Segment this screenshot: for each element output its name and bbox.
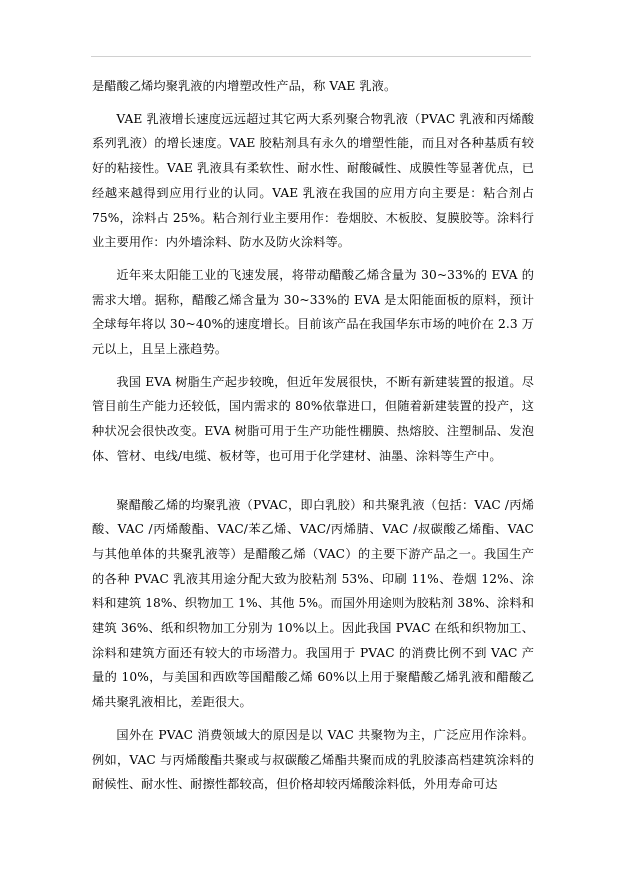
header-rule [91, 56, 531, 57]
paragraph-vae-intro: 是醋酸乙烯均聚乳液的内增塑改性产品，称 VAE 乳液。 [92, 79, 397, 93]
document-body [92, 74, 534, 805]
paragraph-eva-production: 我国 EVA 树脂生产起步较晚，但近年发展很快，不断有新建装置的报道。尽管目前生产能力还较低，国内需求的 80%依靠进口，但随着新建装置的投产，这种状况会很快改变。EVA 树脂可用于生产功能性棚膜、热熔胶、注塑制品、发泡体、管材、电线/电缆、板材等，也可用于化学建材、油墨、涂料等生产中。 [92, 374, 534, 463]
paragraph-solar-eva-demand: 近年来太阳能工业的飞速发展，将带动醋酸乙烯含量为 30~33%的 EVA 的需求大增。据称，醋酸乙烯含量为 30~33%的 EVA 是太阳能面板的原料，预计全球每年将以 30~40%的速度增长。目前该产品在我国华东市场的吨价在 2.3 万元以上，且呈上涨趋势。 [92, 267, 534, 357]
paragraph-vae-growth: VAE 乳液增长速度远远超过其它两大系列聚合物乳液（PVAC 乳液和丙烯酸系列乳液）的增长速度。VAE 胶粘剂具有永久的增塑性能，而且对各种基质有较好的粘接性。VAE 乳液具有柔软性、耐水性、耐酸碱性、成膜性等显著优点，已经越来越得到应用行业的认同。VAE 乳液在我国的应用方向主要是：粘合剂占 75%，涂料占 25%。粘合剂行业主要用作：卷烟胶、木板胶、复膜胶等。涂料行业主要用作：内外墙涂料、防水及防火涂料等。 [92, 111, 534, 250]
paragraph-pvac-foreign: 国外在 PVAC 消费领域大的原因是以 VAC 共聚物为主，广泛应用作涂料。例如，VAC 与丙烯酸酯共聚或与叔碳酸乙烯酯共聚而成的乳胶漆高档建筑涂料的耐候性、耐水性、耐擦性都较高，但价格却较丙烯酸涂料低，外用寿命可达 [92, 727, 534, 792]
paragraph-pvac-emulsion: 聚醋酸乙烯的均聚乳液（PVAC，即白乳胶）和共聚乳液（包括：VAC /丙烯酸、VAC /丙烯酸酯、VAC/苯乙烯、VAC/丙烯腈、VAC /叔碳酸乙烯酯、VAC 与其他单体的共聚乳液等）是醋酸乙烯（VAC）的主要下游产品之一。我国生产的各种 PVAC 乳液其用途分配大致为胶粘剂 53%、印刷 11%、卷烟 12%、涂料和建筑 18%、织物加工 1%、其他 5%。而国外用途则为胶粘剂 38%、涂料和建筑 36%、纸和织物加工分别为 10%以上。因此我国 PVAC 在纸和织物加工、涂料和建筑方面还有较大的市场潜力。我国用于 PVAC 的消费比例不到 VAC 产量的 10%，与美国和西欧等国醋酸乙烯 60%以上用于聚醋酸乙烯乳液和醋酸乙烯共聚乳液相比，差距很大。 [92, 497, 534, 710]
